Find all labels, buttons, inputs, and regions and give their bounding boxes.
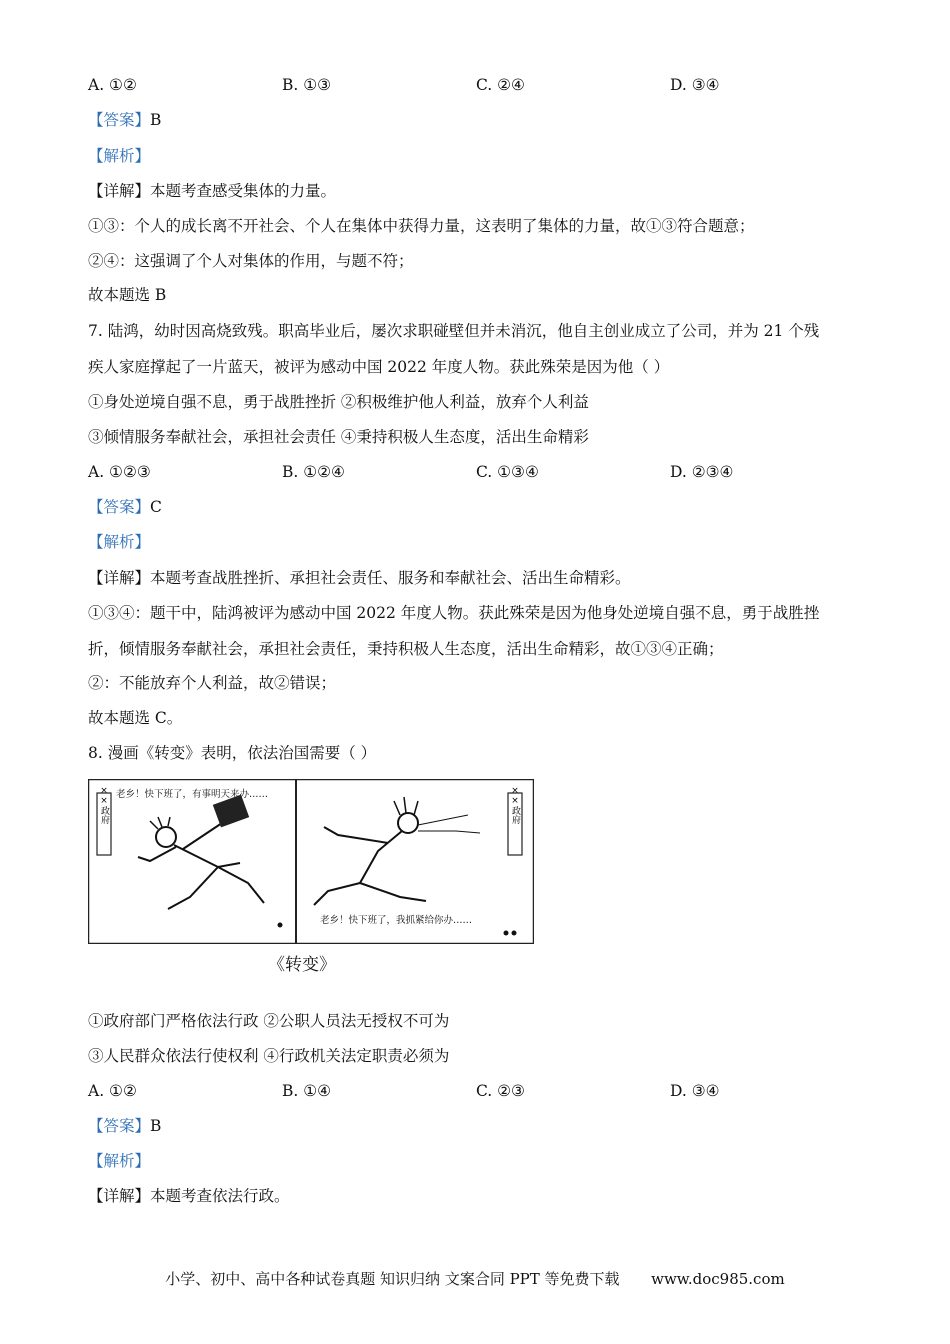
answer-tag: 【答案】: [88, 111, 151, 129]
detail-tag: 【详解】: [88, 182, 151, 200]
q7-line-3: ②：不能放弃个人利益，故②错误；: [88, 674, 337, 692]
q7-line-4: 故本题选 C。: [88, 709, 183, 727]
q7-choice-2: ③倾情服务奉献社会，承担社会责任 ④秉持积极人生态度，活出生命精彩: [88, 428, 589, 446]
right-speech: 老乡！快下班了，我抓紧给你办……: [320, 915, 473, 926]
detail-tag: 【详解】: [88, 1187, 151, 1205]
page-footer: [0, 1268, 950, 1289]
footer-url[interactable]: www.doc985.com: [651, 1270, 785, 1288]
q6-option-b: B. ①③: [282, 76, 332, 94]
q6-detail: [88, 181, 336, 201]
answer-value: C: [150, 498, 162, 516]
right-sign-text: ××政府: [510, 786, 520, 824]
q8-analysis-tag: 【解析】: [88, 1152, 151, 1170]
comic-caption: 《转变》: [268, 955, 336, 975]
detail-text: 本题考查依法行政。: [150, 1187, 290, 1205]
q7-answer: [88, 497, 162, 517]
q7-line-1: ①③④：题干中，陆鸿被评为感动中国 2022 年度人物。获此殊荣是因为他身处逆境自强不息，勇于战胜挫: [88, 604, 820, 622]
q7-option-d: D. ②③④: [670, 463, 734, 481]
q7-option-b: B. ①②④: [282, 463, 345, 481]
answer-value: B: [150, 111, 162, 129]
answer-tag: 【答案】: [88, 498, 151, 516]
q6-line-2: ②④：这强调了个人对集体的作用，与题不符；: [88, 252, 414, 270]
answer-value: B: [150, 1117, 162, 1135]
q7-stem-2: 疾人家庭撑起了一片蓝天，被评为感动中国 2022 年度人物。获此殊荣是因为他（ ）: [88, 358, 670, 376]
detail-text: 本题考查战胜挫折、承担社会责任、服务和奉献社会、活出生命精彩。: [150, 569, 631, 587]
comic-image: [88, 779, 534, 944]
q6-line-3: 故本题选 B: [88, 286, 167, 304]
q7-detail: [88, 568, 631, 588]
detail-text: 本题考查感受集体的力量。: [150, 182, 337, 200]
q8-stem: 8. 漫画《转变》表明，依法治国需要（ ）: [88, 744, 377, 762]
q8-choice-1: ①政府部门严格依法行政 ②公职人员法无授权不可为: [88, 1012, 450, 1030]
q8-option-b: B. ①④: [282, 1082, 332, 1100]
q8-choice-2: ③人民群众依法行使权利 ④行政机关法定职责必须为: [88, 1047, 450, 1065]
answer-tag: 【答案】: [88, 1117, 151, 1135]
left-sign-text: ××政府: [99, 786, 109, 824]
q6-analysis-tag: 【解析】: [88, 147, 151, 165]
q8-option-a: A. ①②: [88, 1082, 137, 1100]
footer-text: 小学、初中、高中各种试卷真题 知识归纳 文案合同 PPT 等免费下载: [165, 1270, 620, 1288]
q6-line-1: ①③：个人的成长离不开社会、个人在集体中获得力量，这表明了集体的力量，故①③符合题意；: [88, 217, 755, 235]
q7-line-2: 折，倾情服务奉献社会，承担社会责任，秉持积极人生态度，活出生命精彩，故①③④正确；: [88, 640, 724, 658]
q6-answer: [88, 110, 161, 130]
q8-option-c: C. ②③: [476, 1082, 525, 1100]
q7-option-c: C. ①③④: [476, 463, 539, 481]
q7-option-a: A. ①②③: [88, 463, 151, 481]
q6-option-c: C. ②④: [476, 76, 525, 94]
q7-stem-1: 7. 陆鸿，幼时因高烧致残。职高毕业后，屡次求职碰壁但并未消沉，他自主创业成立了公司，并为 21 个残: [88, 322, 820, 340]
left-speech: 老乡！快下班了，有事明天来办……: [116, 789, 269, 800]
detail-tag: 【详解】: [88, 569, 151, 587]
q8-answer: [88, 1116, 161, 1136]
q7-choice-1: ①身处逆境自强不息，勇于战胜挫折 ②积极维护他人利益，放弃个人利益: [88, 393, 589, 411]
q7-analysis-tag: 【解析】: [88, 533, 151, 551]
q8-option-d: D. ③④: [670, 1082, 720, 1100]
q6-option-a: A. ①②: [88, 76, 137, 94]
q6-option-d: D. ③④: [670, 76, 720, 94]
q8-detail: [88, 1186, 290, 1206]
